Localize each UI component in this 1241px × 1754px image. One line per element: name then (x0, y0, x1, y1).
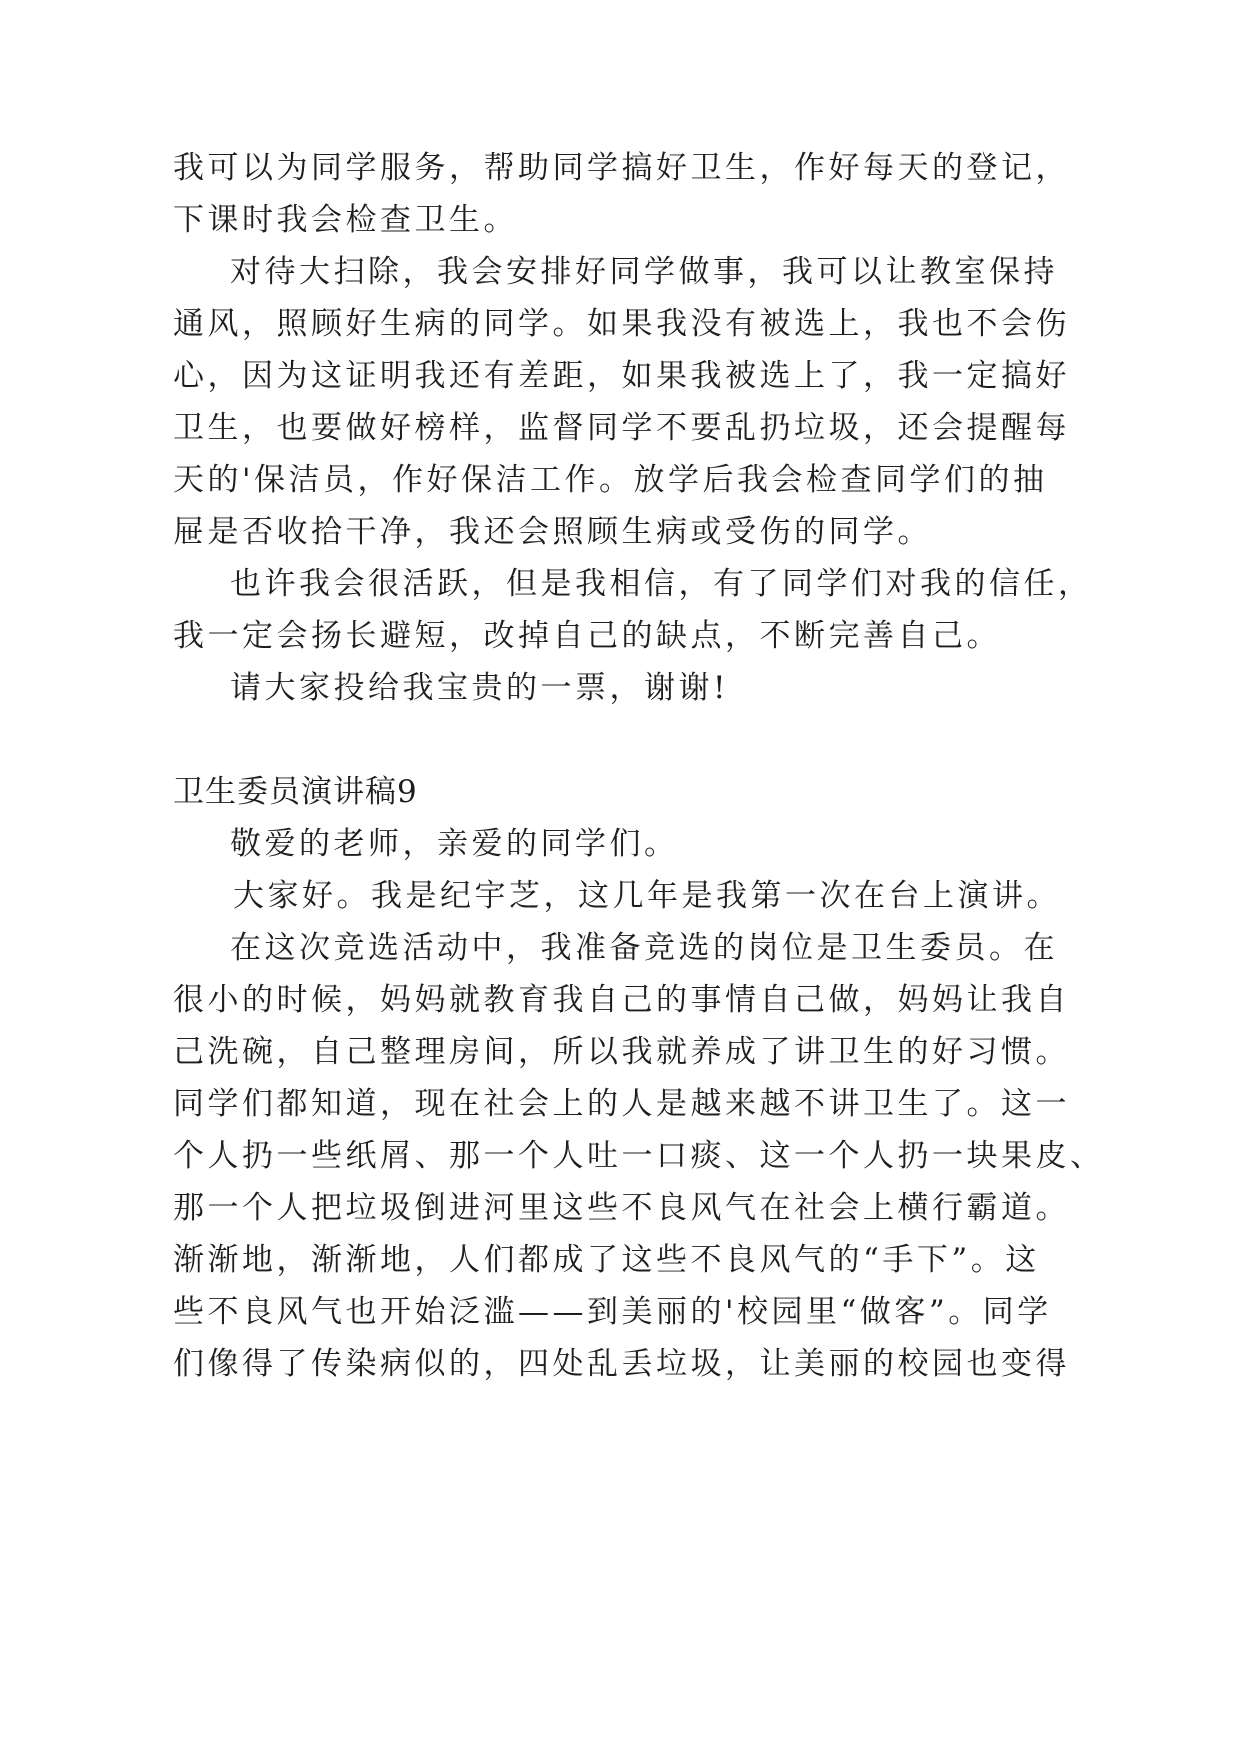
body-text-line: 对待大扫除，我会安排好同学做事，我可以让教室保持 (230, 254, 1058, 290)
body-text-line: 很小的时候，妈妈就教育我自己的事情自己做，妈妈让我自 (173, 982, 1070, 1018)
body-text-line: 请大家投给我宝贵的一票，谢谢! (230, 670, 729, 706)
body-text-line: 渐渐地，渐渐地，人们都成了这些不良风气的“手下”。这 (173, 1242, 1040, 1278)
body-text-line: 己洗碗，自己整理房间，所以我就养成了讲卫生的好习惯。 (173, 1034, 1070, 1070)
body-text-line: 通风，照顾好生病的同学。如果我没有被选上，我也不会伤 (173, 306, 1070, 342)
body-text-line: 大家好。我是纪宇芝，这几年是我第一次在台上演讲。 (233, 878, 1061, 914)
body-text-line: 敬爱的老师，亲爱的同学们。 (230, 826, 679, 862)
body-text-line: 天的'保洁员，作好保洁工作。放学后我会检查同学们的抽 (173, 462, 1048, 498)
body-text-line: 也许我会很活跃，但是我相信，有了同学们对我的信任， (230, 566, 1093, 602)
body-text-line: 卫生，也要做好榜样，监督同学不要乱扔垃圾，还会提醒每 (173, 410, 1070, 446)
body-text-line: 那一个人把垃圾倒进河里这些不良风气在社会上横行霸道。 (173, 1190, 1070, 1226)
body-text-line: 下课时我会检查卫生。 (173, 202, 518, 238)
body-text-line: 个人扔一些纸屑、那一个人吐一口痰、这一个人扔一块果皮、 (173, 1138, 1105, 1174)
body-text-line: 在这次竞选活动中，我准备竞选的岗位是卫生委员。在 (230, 930, 1058, 966)
body-text-line: 我一定会扬长避短，改掉自己的缺点，不断完善自己。 (173, 618, 1001, 654)
body-text-line: 屉是否收拾干净，我还会照顾生病或受伤的同学。 (173, 514, 932, 550)
body-text-line: 心，因为这证明我还有差距，如果我被选上了，我一定搞好 (173, 358, 1070, 394)
body-text-line: 我可以为同学服务，帮助同学搞好卫生，作好每天的登记， (173, 150, 1070, 186)
section-heading: 卫生委员演讲稿9 (173, 774, 418, 810)
body-text-line: 同学们都知道，现在社会上的人是越来越不讲卫生了。这一 (173, 1086, 1070, 1122)
body-text-line: 们像得了传染病似的，四处乱丢垃圾，让美丽的校园也变得 (173, 1346, 1070, 1382)
body-text-line: 些不良风气也开始泛滥——到美丽的'校园里“做客”。同学 (173, 1294, 1052, 1330)
